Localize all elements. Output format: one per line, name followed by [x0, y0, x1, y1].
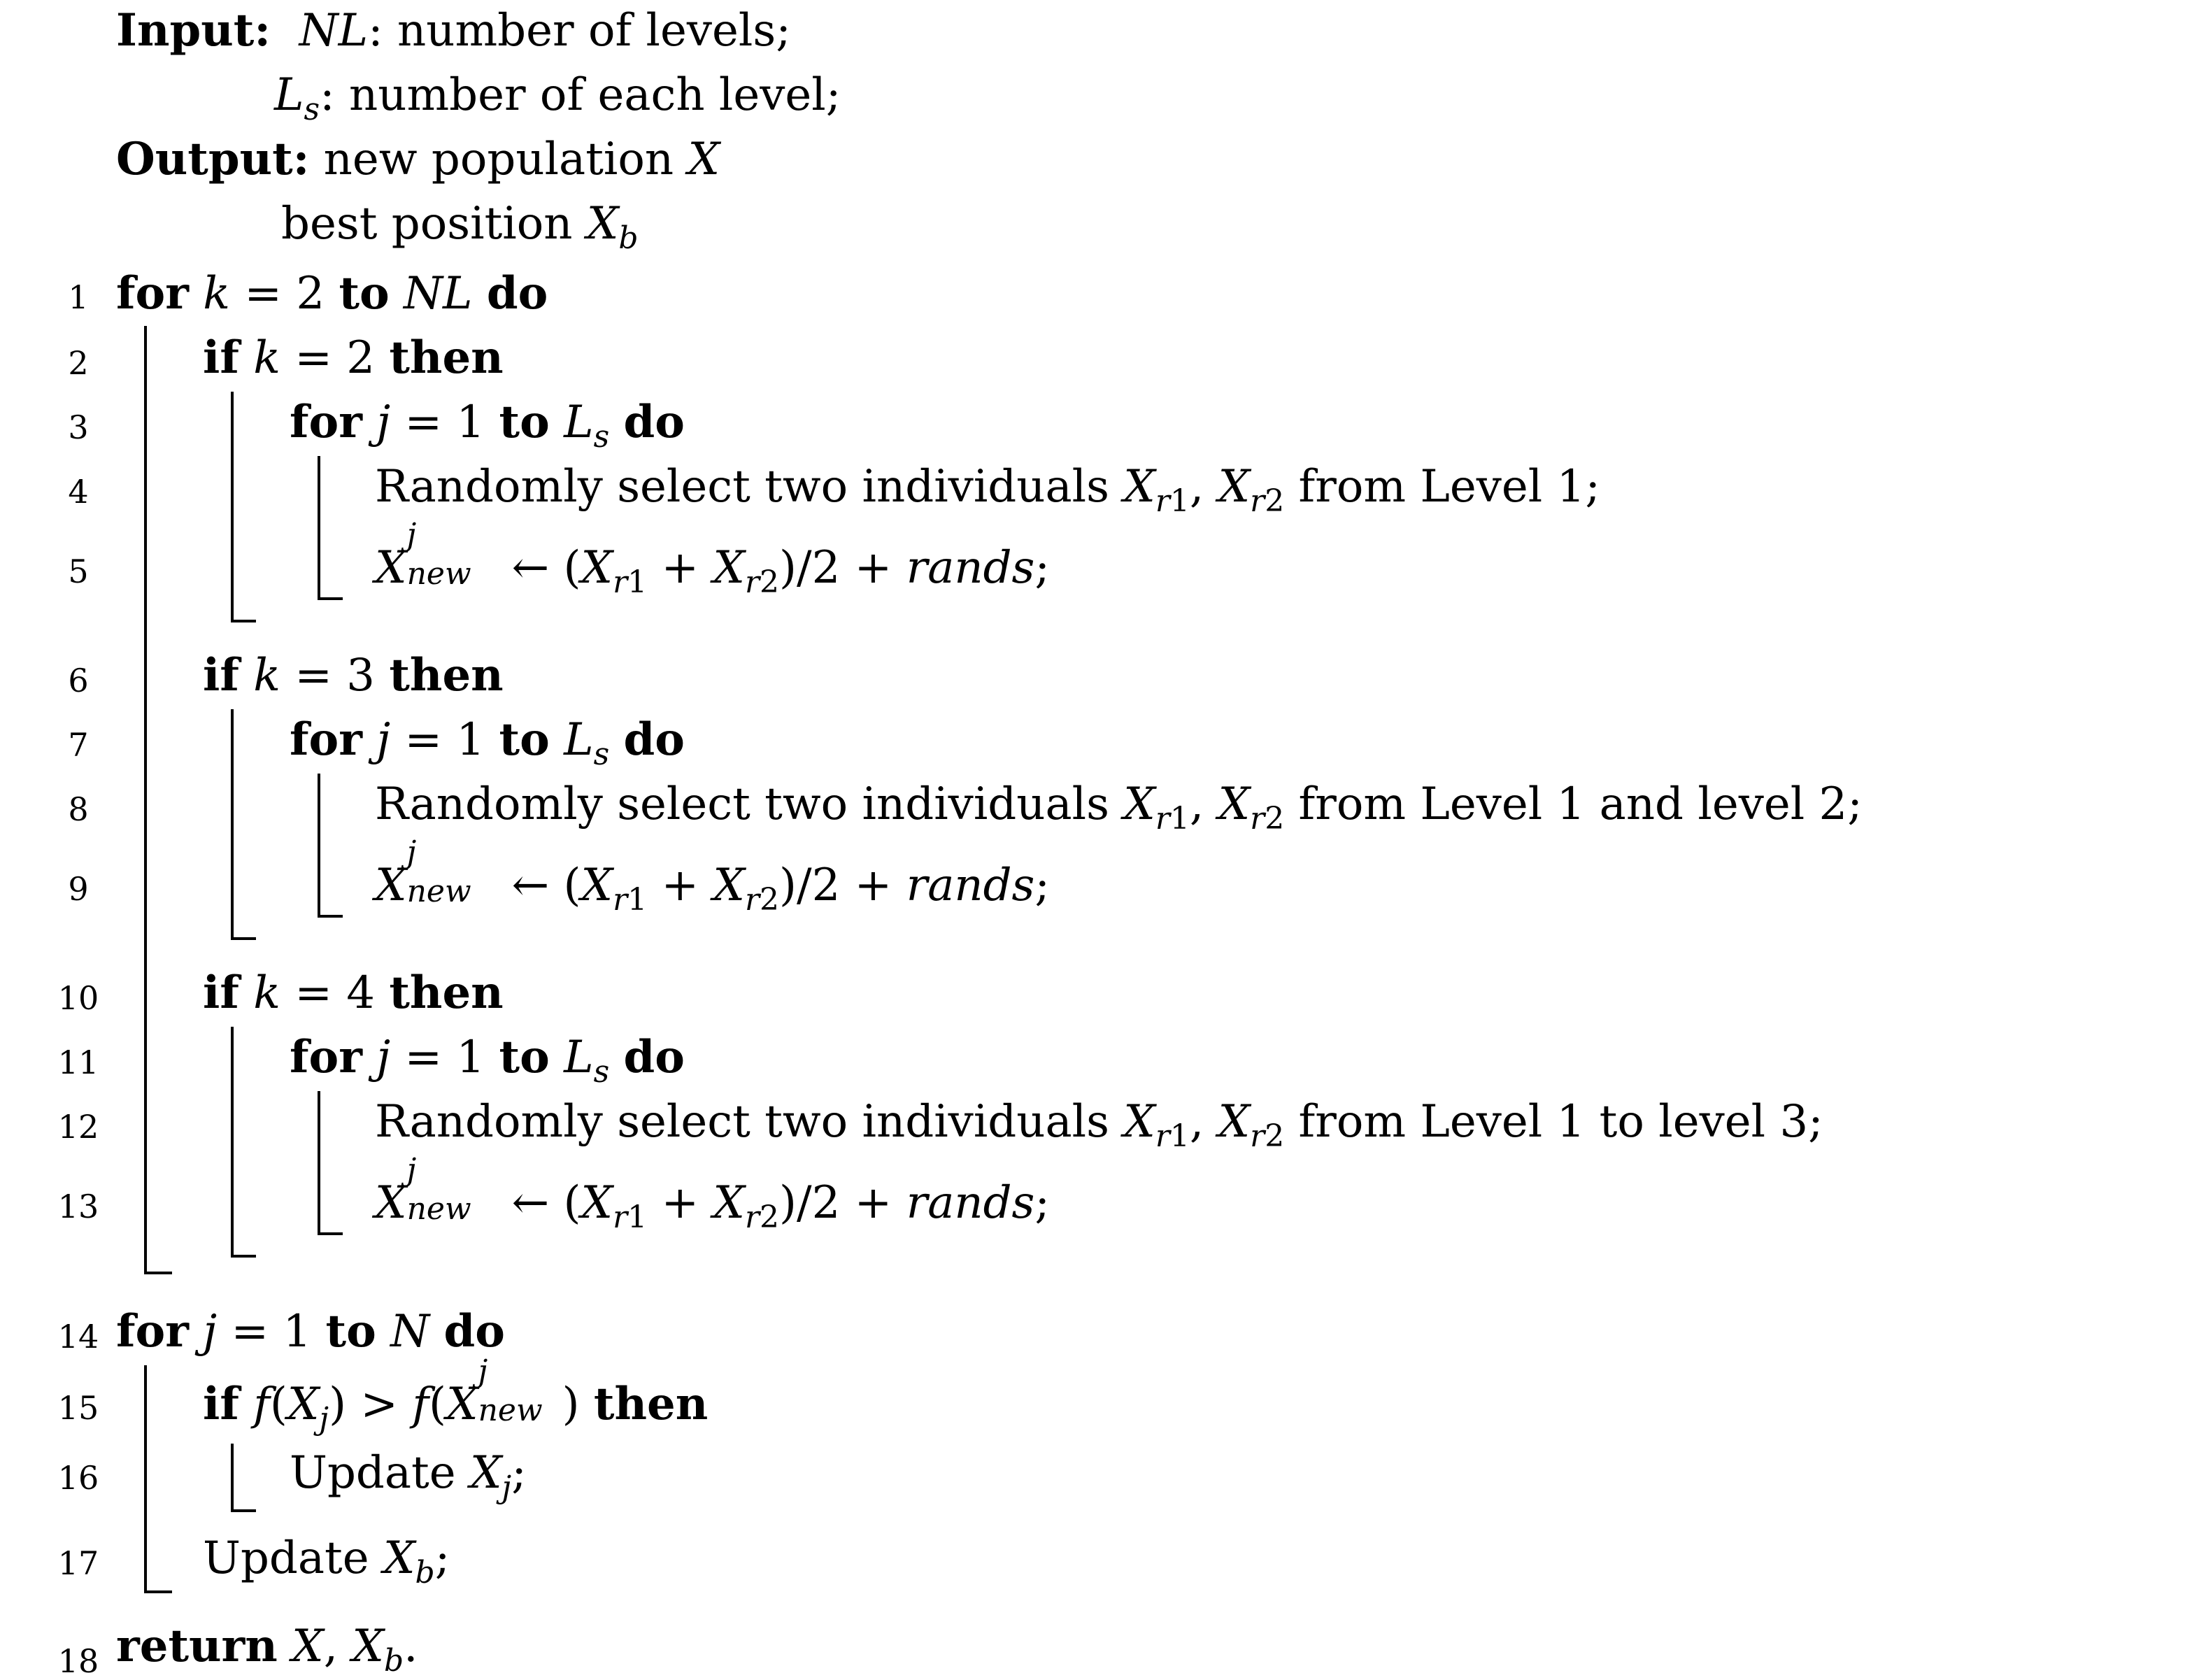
line-8: Randomly select two individuals $X_{r1}$, $X_{r2}$ from Level 1 and level 2;	[375, 778, 1863, 837]
line-3: for j = 1 to $L_s$ do	[290, 396, 685, 455]
line-number: 7	[68, 726, 89, 764]
line-1: for k = 2 to NL do	[116, 267, 548, 320]
line-number: 4	[68, 473, 89, 511]
block-bracket-end	[144, 1590, 172, 1593]
block-bracket-end	[318, 1232, 343, 1235]
block-bracket-vertical	[144, 326, 147, 1274]
line-number: 8	[68, 790, 89, 828]
block-bracket-vertical	[231, 392, 234, 622]
line-number: 2	[68, 344, 89, 382]
line-12: Randomly select two individuals $X_{r1}$, $X_{r2}$ from Level 1 to level 3;	[375, 1096, 1823, 1154]
block-bracket-vertical	[231, 1027, 234, 1258]
line-18: return X, $X_b$.	[116, 1620, 418, 1679]
block-bracket-vertical	[318, 774, 320, 918]
line-number: 15	[57, 1389, 99, 1427]
output-label: Output:	[116, 133, 310, 185]
line-number: 6	[68, 662, 89, 699]
block-bracket-end	[144, 1272, 172, 1274]
input-label: Input:	[116, 4, 271, 57]
input-desc-1: : number of levels;	[368, 5, 791, 57]
output-desc-2: best position	[281, 198, 573, 250]
block-bracket-end	[318, 915, 343, 918]
line-11: for j = 1 to $L_s$ do	[290, 1031, 685, 1090]
input-line-1: Input: NL: number of levels;	[116, 4, 791, 57]
block-bracket-end	[231, 1255, 256, 1258]
line-6: if k = 3 then	[203, 649, 504, 702]
line-number: 10	[57, 979, 99, 1017]
block-bracket-vertical	[231, 709, 234, 940]
input-desc-2: : number of each level;	[320, 69, 841, 121]
line-14: for j = 1 to N do	[116, 1305, 505, 1358]
line-16: Update $X_j$;	[290, 1447, 527, 1505]
line-7: for j = 1 to $L_s$ do	[290, 713, 685, 772]
block-bracket-vertical	[144, 1365, 147, 1593]
line-number: 13	[57, 1188, 99, 1225]
line-number: 9	[68, 870, 89, 908]
block-bracket-vertical	[318, 456, 320, 600]
line-number: 11	[57, 1044, 99, 1081]
line-number: 17	[57, 1544, 99, 1582]
input-line-2: $L_s$: number of each level;	[274, 69, 841, 127]
line-13: X j new ← $(X_{r1} + X_{r2})/2$ + rands;	[375, 1152, 1050, 1235]
line-9: X j new ← $(X_{r1} + X_{r2})/2$ + rands;	[375, 834, 1050, 918]
output-line-1: Output: new population X	[116, 133, 720, 185]
line-15: if $f(X_j) > f(X$ j new ) then	[203, 1353, 709, 1437]
block-bracket-end	[231, 937, 256, 940]
output-line-2: best position $X_b$	[281, 198, 639, 256]
line-number: 1	[68, 278, 89, 316]
block-bracket-end	[231, 1509, 256, 1512]
block-bracket-vertical	[231, 1444, 234, 1512]
line-number: 5	[68, 553, 89, 590]
line-number: 3	[68, 408, 89, 446]
line-number: 14	[57, 1318, 99, 1355]
line-10: if k = 4 then	[203, 967, 504, 1019]
output-desc-1: new population	[323, 134, 674, 185]
line-2: if k = 2 then	[203, 332, 504, 384]
line-4: Randomly select two individuals $X_{r1}$, $X_{r2}$ from Level 1;	[375, 461, 1600, 519]
line-number: 12	[57, 1108, 99, 1146]
block-bracket-vertical	[318, 1091, 320, 1235]
line-number: 18	[57, 1642, 99, 1680]
line-5: X j new ← $(X_{r1} + X_{r2})/2$ + rands;	[375, 517, 1050, 600]
block-bracket-end	[231, 620, 256, 622]
block-bracket-end	[318, 597, 343, 600]
line-number: 16	[57, 1459, 99, 1497]
line-17: Update $X_b$;	[203, 1532, 450, 1590]
